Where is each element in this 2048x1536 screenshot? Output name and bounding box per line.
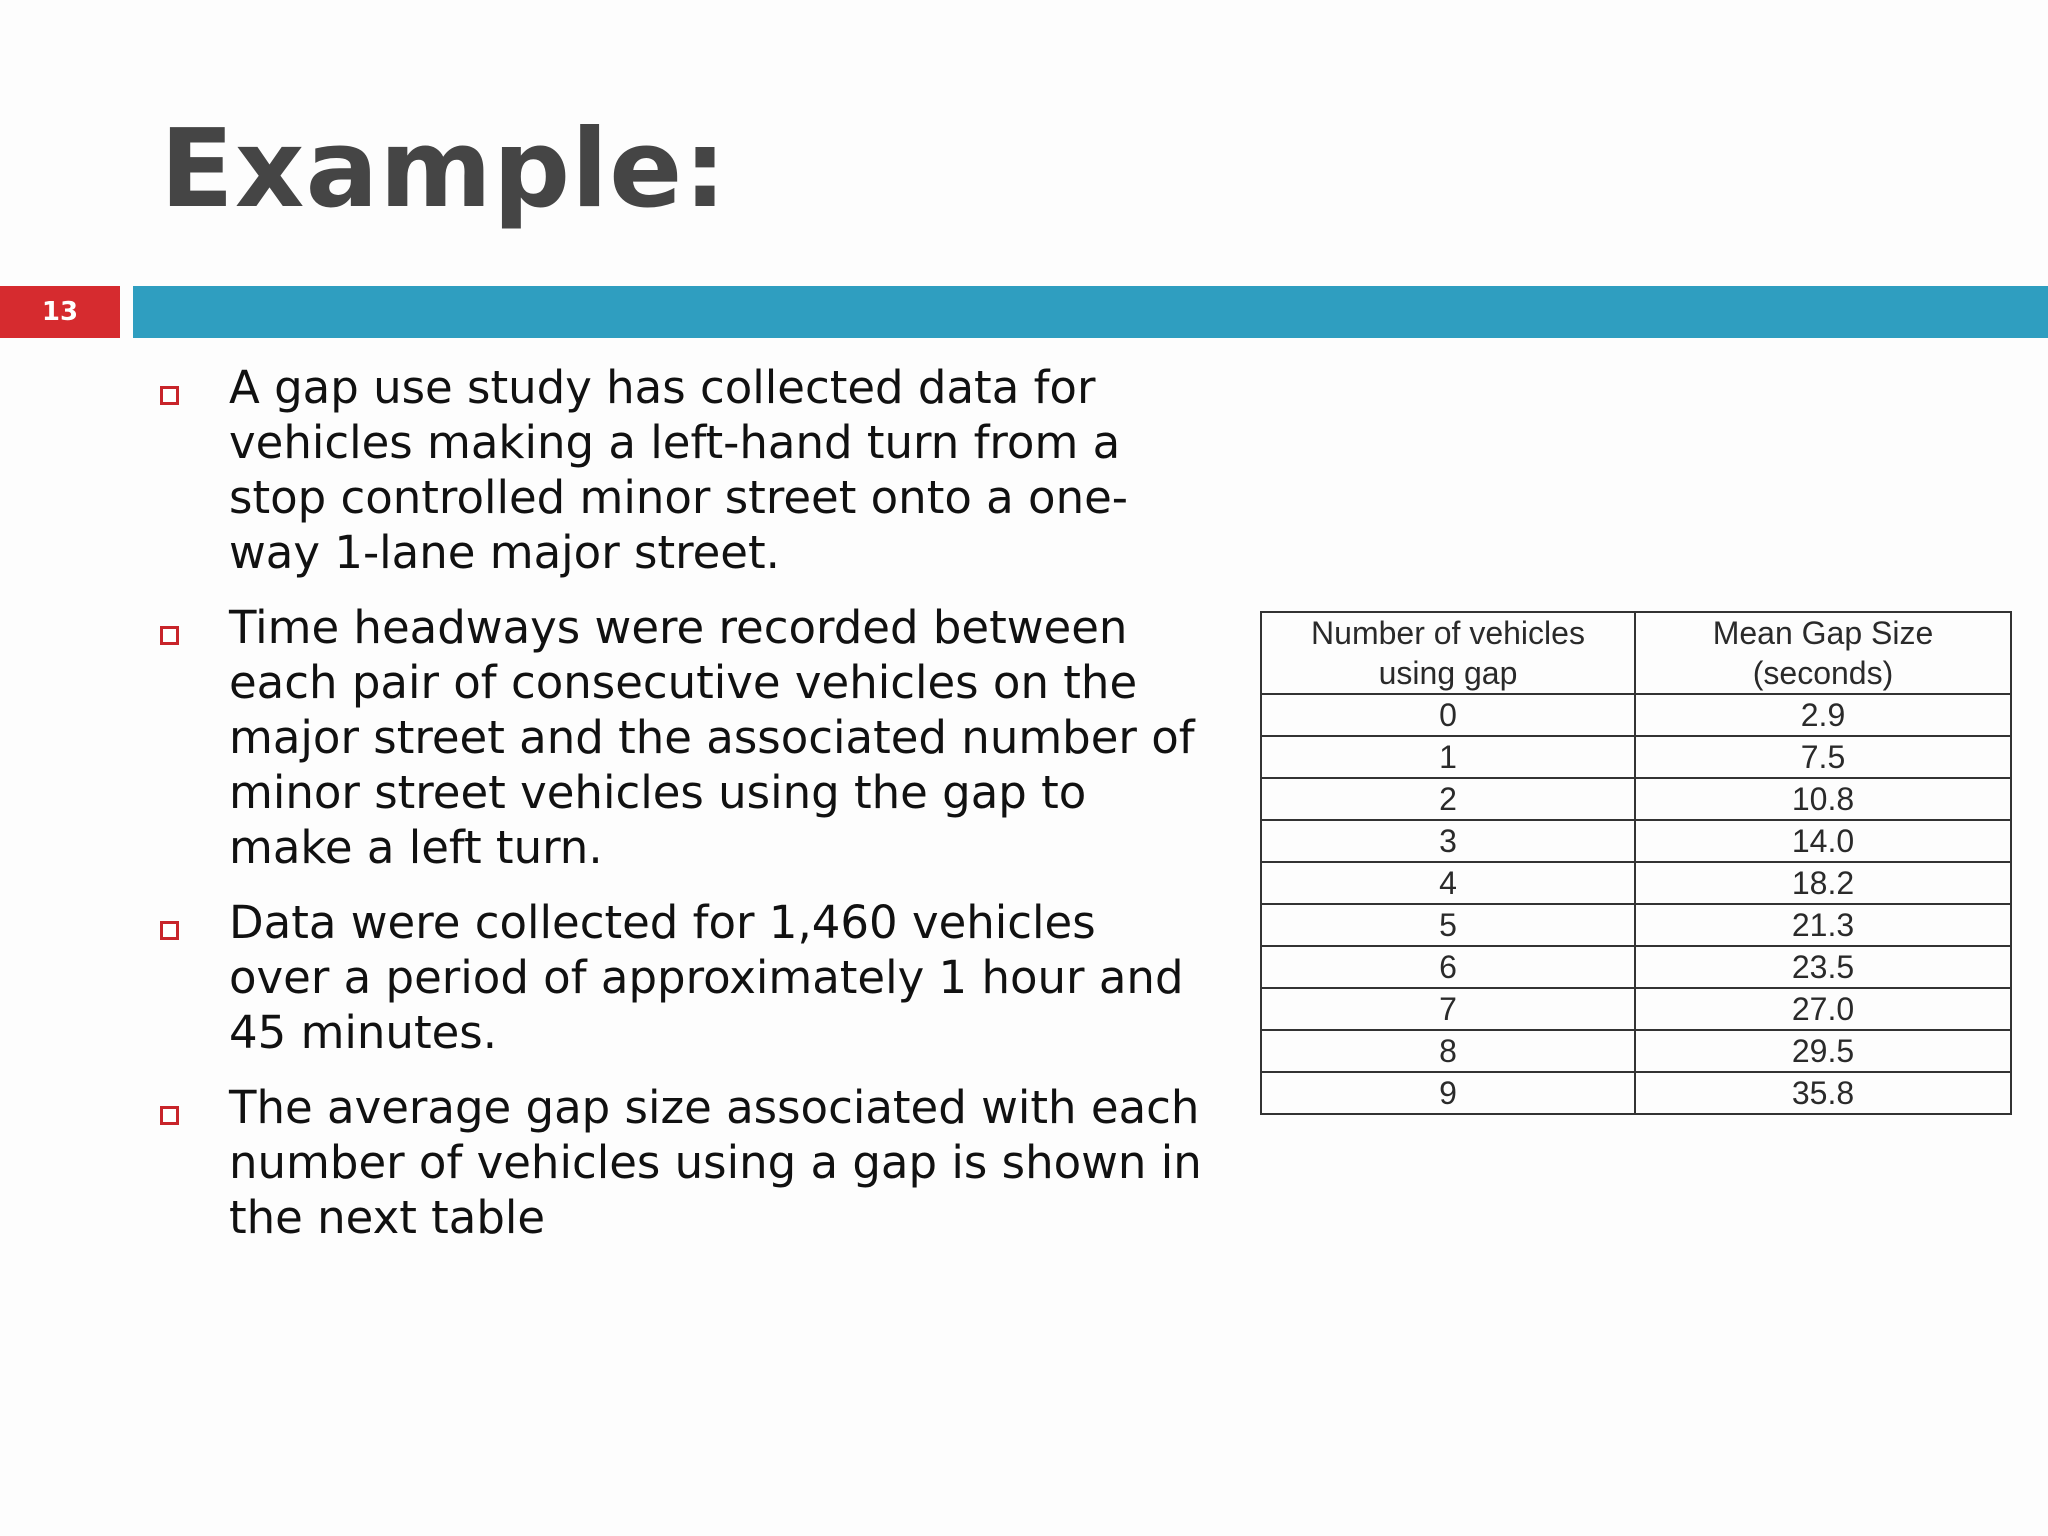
bullet-item [160,895,1210,1060]
slide-title: Example: [160,107,728,232]
slide-number-badge: 13 [0,286,120,338]
table-row [1261,1072,2011,1114]
table-row [1261,904,2011,946]
cell-gap-size: 23.5 [1635,946,2011,988]
bullet-item [160,360,1210,580]
bullet-list [160,360,1210,1265]
table-row [1261,778,2011,820]
bullet-text: Data were collected for 1,460 vehicles over a period of approximately 1 hour and 45 minutes. [229,896,1184,1059]
cell-gap-size: 21.3 [1635,904,2011,946]
cell-gap-size: 10.8 [1635,778,2011,820]
header-line: using gap [1378,655,1518,691]
cell-gap-size: 14.0 [1635,820,2011,862]
cell-vehicles: 7 [1261,988,1635,1030]
table-row [1261,694,2011,736]
bullet-text: A gap use study has collected data for vehicles making a left-hand turn from a stop controlled minor street onto a one-way 1-lane major street. [229,361,1129,579]
cell-gap-size: 27.0 [1635,988,2011,1030]
column-header-vehicles [1261,612,1635,694]
table-header-row [1261,612,2011,694]
cell-vehicles: 6 [1261,946,1635,988]
square-bullet-icon [160,626,179,645]
table-row [1261,988,2011,1030]
table-row [1261,946,2011,988]
header-line: Number of vehicles [1311,615,1585,651]
cell-vehicles: 3 [1261,820,1635,862]
cell-vehicles: 1 [1261,736,1635,778]
table-row [1261,1030,2011,1072]
cell-vehicles: 9 [1261,1072,1635,1114]
header-line: Mean Gap Size [1712,615,1934,651]
square-bullet-icon [160,1106,179,1125]
table-row [1261,736,2011,778]
bullet-item [160,1080,1210,1245]
bullet-text: Time headways were recorded between each pair of consecutive vehicles on the major street and the associated number of minor street vehicles using the gap to make a left turn. [229,601,1195,874]
square-bullet-icon [160,386,179,405]
cell-gap-size: 7.5 [1635,736,2011,778]
cell-vehicles: 5 [1261,904,1635,946]
title-accent-bar [133,286,2048,338]
bullet-text: The average gap size associated with each number of vehicles using a gap is shown in the next table [229,1081,1202,1244]
cell-vehicles: 0 [1261,694,1635,736]
cell-vehicles: 2 [1261,778,1635,820]
header-line: (seconds) [1752,655,1894,691]
cell-vehicles: 8 [1261,1030,1635,1072]
gap-size-table [1260,611,2012,1115]
cell-gap-size: 29.5 [1635,1030,2011,1072]
cell-gap-size: 2.9 [1635,694,2011,736]
table-row [1261,820,2011,862]
cell-gap-size: 35.8 [1635,1072,2011,1114]
square-bullet-icon [160,921,179,940]
cell-gap-size: 18.2 [1635,862,2011,904]
bullet-item [160,600,1210,875]
cell-vehicles: 4 [1261,862,1635,904]
column-header-gap-size [1635,612,2011,694]
table-row [1261,862,2011,904]
